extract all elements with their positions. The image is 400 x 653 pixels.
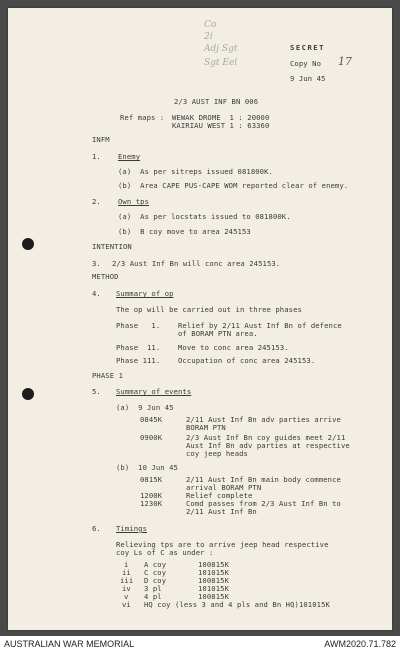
timing-num: i (124, 560, 129, 569)
day-heading: (a) 9 Jun 45 (116, 403, 174, 412)
timing-unit: C coy (144, 568, 167, 577)
event-text: 2/3 Aust Inf Bn coy guides meet 2/11 (186, 433, 346, 442)
para-number: 2. (92, 197, 101, 206)
para-title: Summary of events (116, 387, 192, 396)
punch-hole (22, 388, 34, 400)
event-time: 0900K (140, 433, 163, 442)
section-heading-intention: INTENTION (92, 242, 132, 251)
phase-text: Relief by 2/11 Aust Inf Bn of defence (178, 321, 342, 330)
event-text: Comd passes from 2/3 Aust Inf Bn to (186, 499, 341, 508)
footer-institution: AUSTRALIAN WAR MEMORIAL (4, 639, 135, 649)
event-time: 0845K (140, 415, 163, 424)
phase-text: Occupation of conc area 245153. (178, 356, 316, 365)
para-item: (b) B coy move to area 245153 (118, 227, 251, 236)
para-title: Own tps (118, 197, 149, 206)
event-text: Aust Inf Bn adv parties at respective (186, 441, 350, 450)
footer-accession-number: AWM2020.71.782 (324, 639, 396, 649)
para-title: Timings (116, 524, 147, 533)
event-text: arrival BORAM PTN (186, 483, 262, 492)
phase-label: Phase 11. (116, 343, 161, 352)
timing-unit: D coy (144, 576, 167, 585)
para-title: Summary of op (116, 289, 174, 298)
section-heading-infm: INFM (92, 135, 110, 144)
phase-label: Phase 1. (116, 321, 161, 330)
para-title: Enemy (118, 152, 141, 161)
timing-time: 100815K (198, 592, 229, 601)
para-number: 6. (92, 524, 101, 533)
punch-hole (22, 238, 34, 250)
event-time: 0815K (140, 475, 163, 484)
event-text: 2/11 Aust Inf Bn (186, 507, 257, 516)
para-number: 3. (92, 259, 101, 268)
para-text: Relieving tps are to arrive jeep head respective (116, 540, 329, 549)
ref-map-line: WEWAK DROME 1 : 20000 (172, 113, 270, 122)
handwritten-note: Co (204, 20, 217, 30)
para-text: coy Ls of C as under : (116, 548, 214, 557)
para-item: (a) As per locstats issued to 081800K. (118, 212, 291, 221)
timing-num: iii (120, 576, 134, 585)
para-text: 2/3 Aust Inf Bn will conc area 245153. (112, 259, 281, 268)
para-item: (a) As per sitreps issued 081800K. (118, 167, 273, 176)
timing-num: ii (122, 568, 131, 577)
event-text: BORAM PTN (186, 423, 226, 432)
timing-num: vi (122, 600, 131, 609)
timing-unit: 3 pl (144, 584, 162, 593)
section-heading-method: METHOD (92, 272, 119, 281)
timing-time: 100815K (198, 576, 229, 585)
timing-num: v (124, 592, 129, 601)
para-number: 4. (92, 289, 101, 298)
ref-maps-label: Ref maps : (120, 113, 165, 122)
timing-unit: A coy (144, 560, 167, 569)
ref-map-line: KAIRIAU WEST 1 : 63360 (172, 121, 270, 130)
day-heading: (b) 10 Jun 45 (116, 463, 178, 472)
event-text: 2/11 Aust Inf Bn main body commence (186, 475, 341, 484)
event-time: 1230K (140, 499, 163, 508)
timing-num: iv (122, 584, 131, 593)
para-item: (b) Area CAPE PUS-CAPE WOM reported clear of enemy. (118, 181, 349, 190)
handwritten-note: 2i (204, 32, 213, 42)
archive-footer (0, 636, 400, 653)
phase-label: Phase 111. (116, 356, 161, 365)
event-text: coy jeep heads (186, 449, 248, 458)
timing-time: 101015K (198, 584, 229, 593)
copy-label: Copy No (290, 59, 321, 68)
timing-unit: 4 pl (144, 592, 162, 601)
para-number: 5. (92, 387, 101, 396)
section-heading-phase1: PHASE 1 (92, 371, 123, 380)
timing-time: 101015K (198, 568, 229, 577)
timing-time: 100815K (198, 560, 229, 569)
event-text: 2/11 Aust Inf Bn adv parties arrive (186, 415, 341, 424)
timing-unit: HQ coy (less 3 and 4 pls and Bn HQ)101015K (144, 600, 330, 609)
document-title: 2/3 AUST INF BN 006 (174, 97, 259, 106)
phase-text: of BORAM PTN area. (178, 329, 258, 338)
phase-text: Move to conc area 245153. (178, 343, 289, 352)
document-page (8, 8, 392, 630)
handwritten-note: Sgt Eel (204, 58, 238, 68)
para-number: 1. (92, 152, 101, 161)
event-time: 1200K (140, 491, 163, 500)
handwritten-note: Adj Sgt (204, 44, 238, 54)
copy-number: 17 (338, 55, 352, 68)
event-text: Relief complete (186, 491, 253, 500)
para-text: The op will be carried out in three phases (116, 305, 302, 314)
document-date: 9 Jun 45 (290, 74, 326, 83)
classification: SECRET (290, 43, 325, 52)
